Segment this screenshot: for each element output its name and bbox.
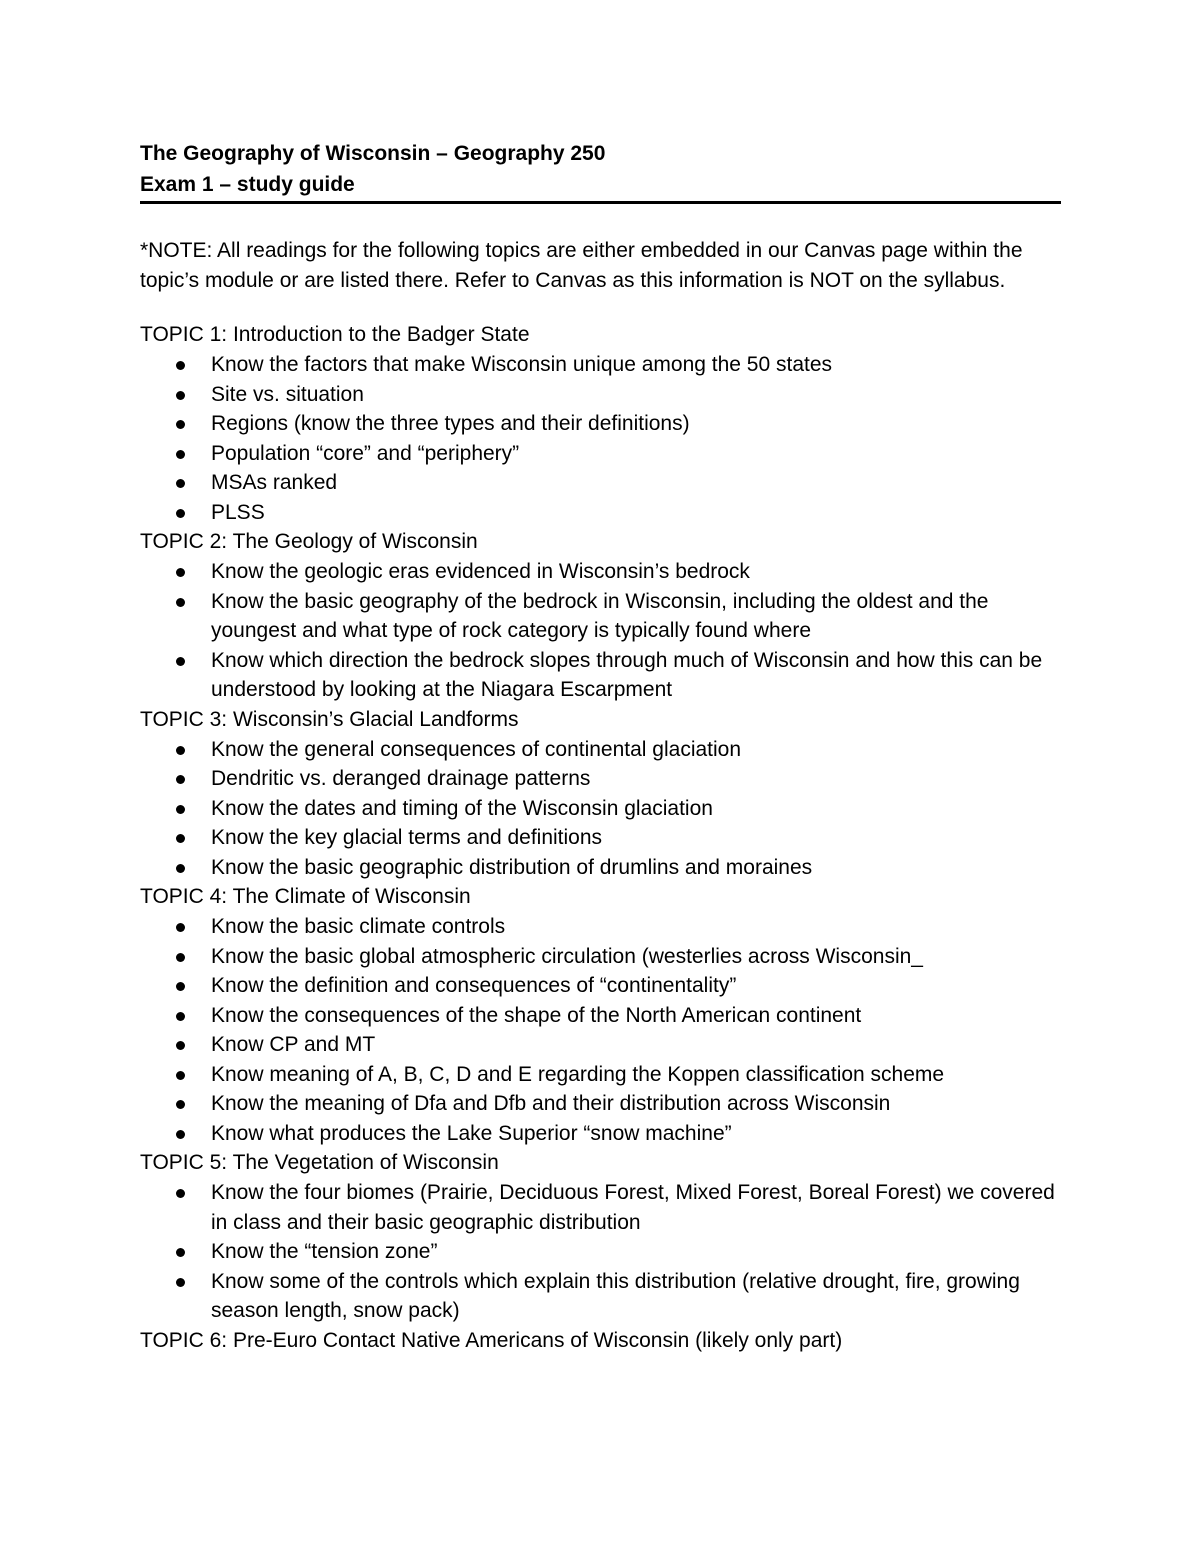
- bullet-icon: [176, 1071, 185, 1080]
- list-item: [140, 794, 1061, 824]
- bullet-icon: [176, 923, 185, 932]
- list-item: [140, 1237, 1061, 1267]
- bullet-icon: [176, 1041, 185, 1050]
- list-item-text: Know some of the controls which explain this distribution (relative drought, fire, growing season length, snow pack): [211, 1269, 1020, 1322]
- list-item-text: Know the four biomes (Prairie, Deciduous Forest, Mixed Forest, Boreal Forest) we covered in class and their basic geographic distribution: [211, 1181, 1055, 1234]
- list-item-text: Know the general consequences of continental glaciation: [211, 737, 742, 761]
- list-item-text: Know the basic geography of the bedrock in Wisconsin, including the oldest and the youngest and what type of rock category is typically found where: [211, 589, 989, 642]
- readings-note: *NOTE: All readings for the following topics are either embedded in our Canvas page within the topic’s module or are listed there. Refer to Canvas as this information is NOT on the syllabus.: [140, 239, 1023, 292]
- list-item: [140, 587, 1061, 646]
- topic-5-list: [140, 1178, 1061, 1326]
- list-item-text: Know which direction the bedrock slopes through much of Wisconsin and how this can be understood by looking at the Niagara Escarpment: [211, 648, 1043, 701]
- topic-3-list: [140, 735, 1061, 883]
- topic-1: [140, 320, 1061, 527]
- topic-2: [140, 527, 1061, 705]
- list-item-text: MSAs ranked: [211, 471, 338, 494]
- document-subtitle: Exam 1 – study guide: [140, 173, 355, 196]
- list-item: [140, 823, 1061, 853]
- bullet-icon: [176, 864, 185, 873]
- topic-4: [140, 882, 1061, 1148]
- list-item: [140, 1178, 1061, 1237]
- list-item: [140, 409, 1061, 439]
- list-item-text: Dendritic vs. deranged drainage patterns: [211, 767, 591, 790]
- bullet-icon: [176, 982, 185, 991]
- bullet-icon: [176, 953, 185, 962]
- list-item-text: Regions (know the three types and their definitions): [211, 412, 690, 435]
- list-item-text: PLSS: [211, 500, 265, 524]
- bullet-icon: [176, 775, 185, 784]
- topic-heading: TOPIC 5: The Vegetation of Wisconsin: [140, 1151, 499, 1174]
- topic-heading: TOPIC 4: The Climate of Wisconsin: [140, 885, 471, 908]
- list-item-text: Know what produces the Lake Superior “snow machine”: [211, 1121, 732, 1145]
- topic-2-list: [140, 557, 1061, 705]
- bullet-icon: [176, 391, 185, 400]
- header-divider: [140, 201, 1061, 204]
- document-title: The Geography of Wisconsin – Geography 250: [140, 142, 606, 165]
- bullet-icon: [176, 657, 185, 666]
- study-guide-page: [140, 138, 1061, 1356]
- list-item-text: Know the basic climate controls: [211, 915, 506, 938]
- topic-4-list: [140, 912, 1061, 1148]
- bullet-icon: [176, 1012, 185, 1021]
- list-item-text: Know the factors that make Wisconsin unique among the 50 states: [211, 353, 833, 376]
- list-item: [140, 380, 1061, 410]
- list-item: [140, 1267, 1061, 1326]
- bullet-icon: [176, 568, 185, 577]
- list-item: [140, 1089, 1061, 1119]
- bullet-icon: [176, 834, 185, 843]
- list-item-text: Know CP and MT: [211, 1033, 376, 1056]
- bullet-icon: [176, 746, 185, 755]
- bullet-icon: [176, 1189, 185, 1198]
- list-item-text: Know the basic geographic distribution of drumlins and moraines: [211, 855, 813, 879]
- bullet-icon: [176, 1130, 185, 1139]
- topic-heading: TOPIC 2: The Geology of Wisconsin: [140, 530, 478, 553]
- list-item: [140, 1030, 1061, 1060]
- list-item: [140, 1119, 1061, 1149]
- list-item: [140, 498, 1061, 528]
- bullet-icon: [176, 1100, 185, 1109]
- bullet-icon: [176, 509, 185, 518]
- list-item-text: Know the definition and consequences of “continentality”: [211, 974, 737, 997]
- list-item-text: Population “core” and “periphery”: [211, 441, 520, 465]
- list-item-text: Know the meaning of Dfa and Dfb and their distribution across Wisconsin: [211, 1092, 891, 1115]
- bullet-icon: [176, 361, 185, 370]
- bullet-icon: [176, 1248, 185, 1257]
- bullet-icon: [176, 1278, 185, 1287]
- list-item: [140, 468, 1061, 498]
- list-item: [140, 557, 1061, 587]
- list-item-text: Site vs. situation: [211, 382, 364, 406]
- list-item-text: Know the geologic eras evidenced in Wisconsin’s bedrock: [211, 560, 750, 583]
- list-item: [140, 1001, 1061, 1031]
- bullet-icon: [176, 420, 185, 429]
- topic-5: [140, 1148, 1061, 1326]
- list-item-text: Know meaning of A, B, C, D and E regarding the Koppen classification scheme: [211, 1062, 945, 1086]
- bullet-icon: [176, 805, 185, 814]
- list-item: [140, 1060, 1061, 1090]
- list-item-text: Know the dates and timing of the Wisconsin glaciation: [211, 796, 713, 820]
- topic-heading: TOPIC 3: Wisconsin’s Glacial Landforms: [140, 707, 519, 731]
- list-item-text: Know the basic global atmospheric circulation (westerlies across Wisconsin_: [211, 944, 923, 968]
- list-item: [140, 912, 1061, 942]
- list-item: [140, 350, 1061, 380]
- list-item: [140, 853, 1061, 883]
- list-item: [140, 439, 1061, 469]
- topic-heading: TOPIC 1: Introduction to the Badger State: [140, 323, 530, 346]
- bullet-icon: [176, 450, 185, 459]
- list-item: [140, 764, 1061, 794]
- list-item: [140, 971, 1061, 1001]
- bullet-icon: [176, 598, 185, 607]
- list-item: [140, 735, 1061, 765]
- topic-6: [140, 1326, 1061, 1356]
- bullet-icon: [176, 479, 185, 488]
- list-item-text: Know the “tension zone”: [211, 1240, 438, 1263]
- topic-heading: TOPIC 6: Pre-Euro Contact Native Americans of Wisconsin (likely only part): [140, 1328, 843, 1352]
- topic-3: [140, 705, 1061, 883]
- list-item: [140, 646, 1061, 705]
- list-item: [140, 942, 1061, 972]
- list-item-text: Know the consequences of the shape of the North American continent: [211, 1003, 862, 1027]
- topic-1-list: [140, 350, 1061, 527]
- list-item-text: Know the key glacial terms and definitions: [211, 826, 603, 849]
